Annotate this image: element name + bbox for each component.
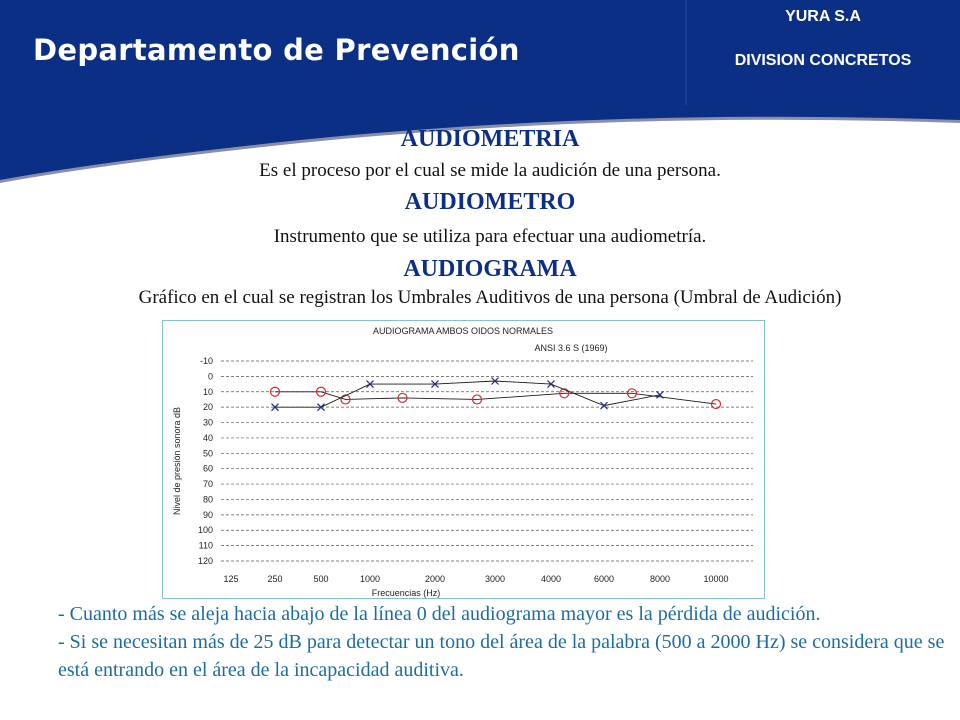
division-name: DIVISION CONCRETOS: [734, 52, 912, 69]
y-tick-label: 10: [202, 386, 213, 397]
text-audiometro: Instrumento que se utiliza para efectuar una audiometría.: [273, 226, 707, 247]
x-tick-label: 125: [223, 574, 239, 584]
heading-audiometro: AUDIOMETRO: [404, 189, 576, 215]
x-tick-label: 8000: [649, 574, 671, 584]
x-tick-label: 6000: [593, 574, 615, 584]
text-audiograma: Gráfico en el cual se registran los Umbrales Auditivos de una persona (Umbral de Audición): [138, 287, 842, 308]
department-title: Departamento de Prevención: [33, 33, 520, 67]
y-tick-label: 30: [202, 417, 213, 428]
text-audiometria: Es el proceso por el cual se mide la audición de una persona.: [259, 160, 721, 181]
x-tick-label: 2000: [424, 574, 446, 584]
y-tick-label: 80: [202, 494, 213, 505]
chart-title: AUDIOGRAMA AMBOS OIDOS NORMALES: [372, 326, 554, 336]
x-axis-label: Frecuencias (Hz): [371, 588, 441, 598]
heading-audiometria: AUDIOMETRIA: [400, 126, 580, 152]
audiogram-chart: [162, 320, 765, 599]
y-axis-label: Nivel de presión sonora dB: [172, 406, 182, 516]
heading-audiograma: AUDIOGRAMA: [403, 256, 577, 282]
y-tick-label: 50: [202, 448, 213, 459]
data-point-x: [601, 402, 608, 409]
x-tick-label: 10000: [703, 574, 729, 584]
y-tick-label: 20: [202, 402, 213, 413]
notes: [58, 600, 948, 684]
x-tick-label: 500: [313, 574, 329, 584]
y-tick-label: 120: [197, 556, 213, 566]
company-name: YURA S.A: [785, 8, 861, 25]
company-info: [686, 5, 960, 73]
audiogram-svg: [163, 321, 764, 598]
y-tick-label: -10: [199, 356, 213, 366]
note-2: - Si se necesitan más de 25 dB para detectar un tono del área de la palabra (500 a 2000 Hz) se considera que se está entrando en el área de la incapacidad auditiva.: [58, 631, 945, 681]
note-1: - Cuanto más se aleja hacia abajo de la línea 0 del audiograma mayor es la pérdida de audición.: [58, 603, 821, 625]
y-tick-label: 100: [197, 525, 213, 536]
y-tick-label: 0: [207, 371, 213, 382]
chart-subtitle: ANSI 3.6 S (1969): [534, 343, 608, 353]
y-tick-label: 90: [202, 509, 213, 520]
y-tick-label: 40: [202, 432, 213, 443]
x-tick-label: 250: [267, 574, 283, 584]
x-tick-label: 4000: [540, 574, 562, 584]
y-tick-label: 110: [198, 540, 213, 551]
x-tick-label: 1000: [359, 574, 381, 584]
x-tick-label: 3000: [484, 574, 506, 584]
y-tick-label: 70: [202, 479, 213, 490]
y-tick-label: 60: [202, 463, 213, 474]
